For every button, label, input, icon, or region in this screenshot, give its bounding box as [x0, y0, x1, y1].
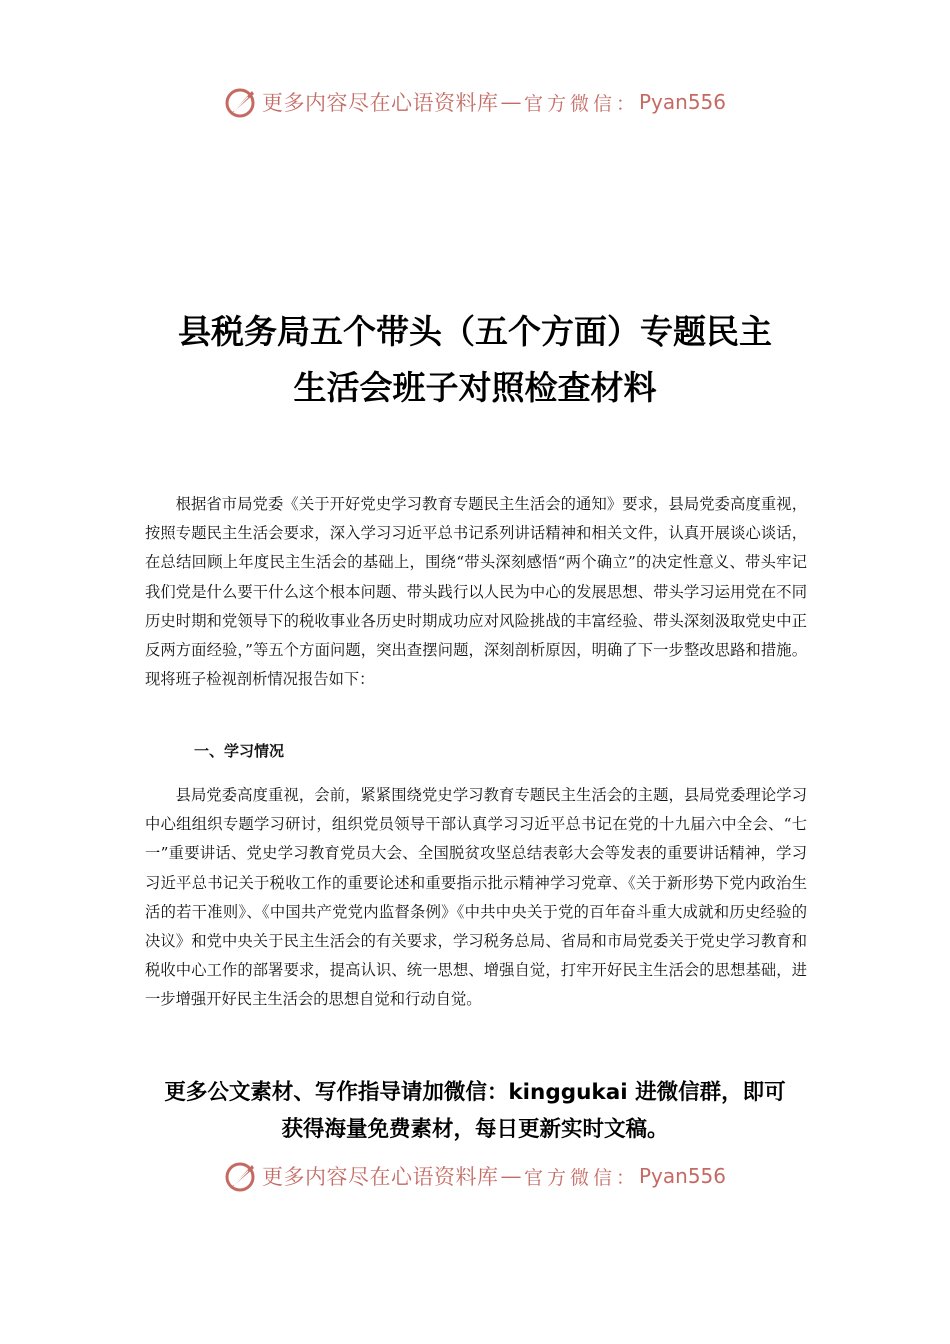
quill-logo-icon — [224, 1159, 258, 1193]
intro-paragraph: 根据省市局党委《关于开好党史学习教育专题民主生活会的通知》要求，县局党委高度重视，按照专题民主生活会要求，深入学习习近平总书记系列讲话精神和相关文件，认真开展谈心谈话，在总结回顾上年度民主生活会的基础上，围绕“带头深刻感悟“两个确立”的决定性意义、带头牢记我们党是什么要干什么这个根本问题、带头践行以人民为中心的发展思想、带头学习运用党在不同历史时期和党领导下的税收事业各历史时期成功应对风险挑战的丰富经验、带头深刻汲取党史中正反两方面经验，”等五个方面问题，突出查摆问题，深刻剖析原因，明确了下一步整改思路和措施。现将班子检视剖析情况报告如下： — [145, 495, 807, 689]
promo-text — [0, 1074, 950, 1148]
section-heading-study: 一、学习情况 — [194, 742, 285, 760]
promo-line-2: 获得海量免费素材，每日更新实时文稿。 — [281, 1117, 669, 1142]
document-title — [0, 304, 950, 416]
title-line-2: 生活会班子对照检查材料 — [293, 368, 657, 407]
banner-dash: — — [500, 90, 522, 114]
promo-line-1: 更多公文素材、写作指导请加微信：kinggukai 进微信群，即可 — [164, 1080, 786, 1105]
banner-official-label: 官方微信： — [523, 92, 639, 115]
banner-wechat-id: Pyan556 — [639, 90, 727, 114]
header-banner — [0, 82, 950, 122]
banner-main-text: 更多内容尽在心语资料库 — [261, 91, 499, 115]
banner-dash: — — [500, 1164, 522, 1188]
quill-logo-icon — [224, 85, 258, 119]
title-line-1: 县税务局五个带头（五个方面）专题民主 — [178, 312, 772, 351]
banner-wechat-id: Pyan556 — [639, 1164, 727, 1188]
study-paragraph: 县局党委高度重视，会前，紧紧围绕党史学习教育专题民主生活会的主题，县局党委理论学习中心组组织专题学习研讨，组织党员领导干部认真学习习近平总书记在党的十九届六中全会、“七一”重要讲话、党史学习教育党员大会、全国脱贫攻坚总结表彰大会等发表的重要讲话精神，学习习近平总书记关于税收工作的重要论述和重要指示批示精神学习党章、《关于新形势下党内政治生活的若干准则》、《中国共产党党内监督条例》《中共中央关于党的百年奋斗重大成就和历史经验的决议》和党中央关于民主生活会的有关要求，学习税务总局、省局和市局党委关于党史学习教育和税收中心工作的部署要求，提高认识、统一思想、增强自觉，打牢开好民主生活会的思想基础，进一步增强开好民主生活会的思想自觉和行动自觉。 — [145, 786, 807, 1009]
banner-main-text: 更多内容尽在心语资料库 — [261, 1165, 499, 1189]
footer-banner — [0, 1156, 950, 1196]
banner-official-label: 官方微信： — [523, 1166, 639, 1189]
